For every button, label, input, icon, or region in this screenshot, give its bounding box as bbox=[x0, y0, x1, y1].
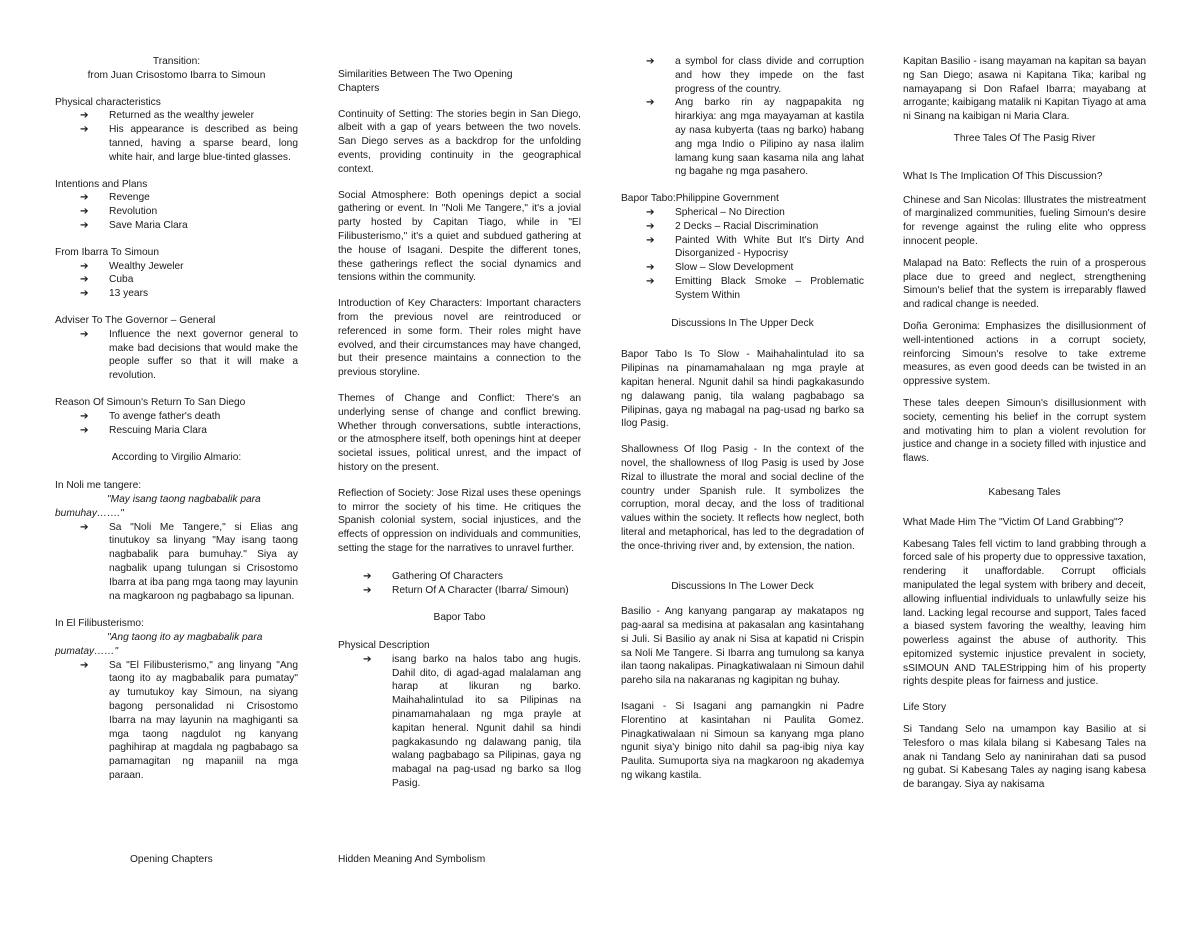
list-item-text: a symbol for class divide and corruption and how they impede on the fast progress of the country. bbox=[675, 56, 864, 95]
physical-heading: Physical characteristics bbox=[55, 96, 161, 108]
similarities-title: Similarities Between The Two Opening bbox=[338, 69, 513, 80]
adviser-heading: Adviser To The Governor – General bbox=[55, 314, 216, 326]
arrow-bullet-icon: ➔ bbox=[80, 274, 89, 286]
list-item bbox=[646, 275, 864, 303]
list-item-text: Cuba bbox=[109, 274, 134, 286]
list-item-text: isang barko na halos tabo ang hugis. Dahil dito, di agad-agad malalaman ang harap at likuran ng barko. Maihahalintulad ito sa Pilipinas na pinamamahalaan ng mga prayle at kapitan heneral. Ngunit dahil sa hindi pagkakasundo ng dalawang panig, tila walang pagbabago sa Pilipinas, gaya ng mabagal na pag-usad ng barko sa Ilog Pasig. bbox=[392, 653, 581, 790]
fili-heading: In El Filibusterismo: bbox=[55, 618, 144, 630]
list-item bbox=[363, 653, 581, 791]
hidden-meaning-title: Hidden Meaning And Symbolism bbox=[338, 854, 486, 865]
arrow-bullet-icon: ➔ bbox=[646, 56, 655, 67]
list-item-text: His appearance is described as being tanned, having a sparse beard, long white hair, and large blue-tinted glasses. bbox=[109, 124, 298, 163]
from-heading: From Ibarra To Simoun bbox=[55, 246, 159, 258]
list-item bbox=[80, 659, 298, 783]
arrow-bullet-icon: ➔ bbox=[80, 219, 89, 231]
arrow-bullet-icon: ➔ bbox=[646, 275, 655, 287]
list-item bbox=[363, 570, 581, 584]
list-item bbox=[646, 206, 864, 220]
gathering-list bbox=[338, 570, 581, 598]
list-item bbox=[80, 260, 298, 274]
key-characters-paragraph: Introduction of Key Characters: Important characters from the previous novel are reintroduced or referenced in some form. Their roles might have evolved, and their circumstances may have changed, but their presence maintains a connection to the previous storyline. bbox=[338, 298, 581, 379]
list-item-text: Return Of A Character (Ibarra/ Simoun) bbox=[392, 584, 569, 596]
shallowness-paragraph: Shallowness Of Ilog Pasig - In the context of the novel, the shallowness of Ilog Pasig is used by Jose Rizal to illustrate the moral and social decline of the country under Spanish rule. It symbolizes the corruption, moral decay, and the loss of traditional values within the society. It reflects how neglect, both literal and metaphorical, has led to the degradation of the once-thriving river and, by extension, the nation. bbox=[621, 444, 864, 552]
life-story-paragraph: Si Tandang Selo na umampon kay Basilio at si Telesforo o mas kilala bilang si Kabesang Tales na anak ni Tandang Selo ay naninirahan dati sa pusod ng gubat. Si Kabesang Tales ay naging isang kabesa de barangay. Siya ay nakisama bbox=[903, 724, 1146, 791]
list-item-text: To avenge father's death bbox=[109, 410, 221, 422]
arrow-bullet-icon: ➔ bbox=[646, 220, 655, 232]
noli-quote: "May isang taong nagbabalik para bumuhay……." bbox=[55, 493, 261, 519]
column-3 bbox=[621, 55, 864, 783]
list-item-text: Sa "El Filibusterismo," ang linyang "Ang taong ito ay magbabalik para pumatay" ay tumutukoy kay Simoun, na siyang bagong personalidad ni Crisostomo Ibarra na may layunin na maghiganti sa mga taong nagdulot ng kanyang paghihirap at magdala ng pagbabago sa pamamagitan ng mapaniil na mga paraan. bbox=[109, 659, 298, 782]
list-item bbox=[646, 261, 864, 275]
column-1 bbox=[55, 55, 298, 783]
list-item bbox=[646, 234, 864, 262]
arrow-bullet-icon: ➔ bbox=[80, 192, 89, 204]
deepen-paragraph: These tales deepen Simoun's disillusionment with society, cementing his belief in the corrupt system and motivating him to plan a violent revolution for justice and change in a society filled with injustice and flaws. bbox=[903, 397, 1146, 465]
transition-title: Transition: bbox=[152, 56, 201, 67]
arrow-bullet-icon: ➔ bbox=[80, 659, 89, 671]
list-item bbox=[80, 521, 298, 604]
arrow-bullet-icon: ➔ bbox=[80, 424, 89, 436]
physical-description-heading: Physical Description bbox=[338, 640, 430, 652]
noli-heading: In Noli me tangere: bbox=[55, 480, 142, 492]
transition-subtitle: from Juan Crisostomo Ibarra to Simoun bbox=[87, 69, 266, 81]
isagani-paragraph: Isagani - Si Isagani ang pamangkin ni Padre Florentino at kasintahan ni Paulita Gomez. Pinagkatiwalaan ni Simoun sa kanyang mga plano ngunit siya'y binigo nito dahil sa pag-ibig niya kay Paulita. Sumuporta siya na magkaroon ng akademya ng wikang kastila. bbox=[621, 701, 864, 782]
noli-list bbox=[55, 521, 298, 604]
adviser-list bbox=[55, 328, 298, 383]
reflection-paragraph: Reflection of Society: Jose Rizal uses these openings to mirror the society of his time. He critiques the Spanish colonial system, social injustices, and the effects of oppression on individuals and communities, setting the stage for the narratives to unravel further. bbox=[338, 487, 581, 554]
chinese-paragraph: Chinese and San Nicolas: Illustrates the mistreatment of marginalized communities, fueling Simoun's desire for revenge against the ruling elite who oppress innocent people. bbox=[903, 194, 1146, 247]
list-item-text: Influence the next governor general to make bad decisions that would make the people suffer so that it will make a revolution. bbox=[109, 328, 298, 382]
upper-deck-title: Discussions In The Upper Deck bbox=[671, 317, 814, 329]
list-item-text: Wealthy Jeweler bbox=[109, 260, 184, 272]
column-4 bbox=[903, 55, 1146, 792]
list-item-text: Rescuing Maria Clara bbox=[109, 424, 207, 436]
list-item bbox=[80, 273, 298, 287]
bapor-tabo-title: Bapor Tabo bbox=[433, 612, 486, 624]
arrow-bullet-icon: ➔ bbox=[646, 262, 655, 274]
reason-heading: Reason Of Simoun's Return To San Diego bbox=[55, 396, 246, 408]
arrow-bullet-icon: ➔ bbox=[646, 206, 655, 218]
list-item bbox=[80, 328, 298, 383]
list-item-text: Ang barko rin ay nagpapakita ng hirarkiya: ang mga mayayaman at kastila ay nasa kubyerta (taas ng barko) habang ang mga Indio o Pilipino ay nasa ilalim lamang kung saan kasama nila ang lahat ng bagahe ng mga pasahero. bbox=[675, 97, 864, 178]
arrow-bullet-icon: ➔ bbox=[80, 521, 89, 533]
three-tales-title: Three Tales Of The Pasig River bbox=[953, 132, 1096, 144]
arrow-bullet-icon: ➔ bbox=[80, 288, 89, 300]
arrow-bullet-icon: ➔ bbox=[80, 410, 89, 422]
fili-list bbox=[55, 659, 298, 783]
list-item bbox=[80, 109, 298, 123]
list-item-text: 2 Decks – Racial Discrimination bbox=[675, 220, 819, 232]
arrow-bullet-icon: ➔ bbox=[80, 206, 89, 218]
list-item-text: 13 years bbox=[109, 288, 149, 300]
opening-chapters-title: Opening Chapters bbox=[130, 854, 213, 865]
list-item-text: Revenge bbox=[109, 192, 150, 204]
arrow-bullet-icon: ➔ bbox=[80, 260, 89, 272]
kapitan-basilio-paragraph: Kapitan Basilio - isang mayaman na kapitan sa bayan ng San Diego; asawa ni Kapitana Tika; karibal ng namayapang si Don Rafael Ibarra; mayabang at arrogante; kaibigang matalik ni Kapitan Tiyago at ama ni Sinang na kaibigan ni Maria Clara. bbox=[903, 56, 1146, 123]
kabesang-tales-title: Kabesang Tales bbox=[988, 486, 1061, 498]
list-item-text: Sa "Noli Me Tangere," si Elias ang tinutukoy sa linyang "May isang taong nagbabalik para bumuhay." Siya ay nagbalik upang tulungan si Crisostomo Ibarra at iba pang mga taong may layunin na magkaroon ng pagbabago sa lipunan. bbox=[109, 521, 298, 602]
arrow-bullet-icon: ➔ bbox=[80, 124, 89, 136]
list-item bbox=[80, 287, 298, 301]
geronima-paragraph: Doña Geronima: Emphasizes the disillusionment of well-intentioned actions in a corrupt society, reinforcing Simoun's resolve to take extreme measures, as even good deeds can be twisted in an oppressive system. bbox=[903, 320, 1146, 388]
list-item bbox=[80, 123, 298, 164]
arrow-bullet-icon: ➔ bbox=[646, 97, 655, 109]
intentions-list bbox=[55, 191, 298, 232]
list-item bbox=[80, 219, 298, 233]
physical-description-list bbox=[338, 653, 581, 791]
arrow-bullet-icon: ➔ bbox=[80, 110, 89, 122]
list-item-text: Spherical – No Direction bbox=[675, 206, 785, 218]
arrow-bullet-icon: ➔ bbox=[646, 234, 655, 246]
list-item-text: Save Maria Clara bbox=[109, 219, 188, 231]
similarities-title-2: Chapters bbox=[338, 82, 380, 94]
bapor-slow-paragraph: Bapor Tabo Is To Slow - Maihahalintulad ito sa Pilipinas na pinamamahalaan ng mga prayle at kapitan heneral. Ngunit dahil sa hindi pagkakasundo ng dalawang panig, tila walang pagbabago sa Pilipinas, gaya ng mabagal na pag-usad ng barko sa Ilog Pasig. bbox=[621, 349, 864, 430]
victim-paragraph: Kabesang Tales fell victim to land grabbing through a forced sale of his property due to oppressive taxation, rendering it unaffordable. Corrupt officials manipulated the legal system with bribery and deceit, allowing influential individuals to unlawfully seize his land. Lacking legal recourse and support, Tales faced a biased system favoring the wealthy, leaving him powerless against the abuse of authority. This epitomized systemic injustice prevalent in society, sSIMOUN AND TALEStripping him of his property rights despite pleas for fairness and justice. bbox=[903, 538, 1146, 688]
list-item-text: Gathering Of Characters bbox=[392, 570, 503, 582]
list-item bbox=[363, 584, 581, 598]
lower-deck-title: Discussions In The Lower Deck bbox=[671, 580, 814, 592]
continuity-paragraph: Continuity of Setting: The stories begin in San Diego, albeit with a gap of years between the two novels. San Diego serves as a backdrop for the unfolding events, providing continuity in the geographical context. bbox=[338, 108, 581, 175]
basilio-paragraph: Basilio - Ang kanyang pangarap ay makatapos ng pag-aaral sa medisina at pakasalan ang kasintahang si Juli. Si Basilio ay anak ni Sisa at kapatid ni Crispin sa Noli Me Tangere. Si Ibarra ang tumulong sa kanya ilan taong nakalipas. Pinagkatiwalaan ni Simoun dahil pareho sila na nakaranas ng kagipitan ng buhay. bbox=[621, 606, 864, 687]
arrow-bullet-icon: ➔ bbox=[363, 570, 372, 582]
list-item bbox=[646, 96, 864, 179]
almario-heading: According to Virgilio Almario: bbox=[111, 452, 242, 464]
themes-paragraph: Themes of Change and Conflict: There's an underlying sense of change and conflict brewing. Whether through conversations, subtle interactions, or the atmosphere itself, both openings hint at deeper societal issues, political unrest, and the impact of history on the present. bbox=[338, 392, 581, 473]
list-item bbox=[80, 205, 298, 219]
arrow-bullet-icon: ➔ bbox=[363, 584, 372, 596]
government-list bbox=[621, 206, 864, 303]
list-item-text: Revolution bbox=[109, 206, 158, 218]
symbol-list bbox=[621, 55, 864, 179]
social-atmosphere-paragraph: Social Atmosphere: Both openings depict a social gathering or event. In "Noli Me Tangere," it's a jovial party hosted by Capitan Tiago, while in "El Filibusterismo," it's a quiet and subdued gathering at the house of Isagani. Despite the different tones, these gatherings reflect the social dynamics and tensions within the community. bbox=[338, 189, 581, 284]
list-item bbox=[80, 191, 298, 205]
from-list bbox=[55, 260, 298, 301]
government-heading: Bapor Tabo:Philippine Government bbox=[621, 193, 779, 205]
life-story-heading: Life Story bbox=[903, 702, 947, 714]
list-item-text: Emitting Black Smoke – Problematic System Within bbox=[675, 275, 864, 301]
column-2 bbox=[338, 68, 581, 791]
victim-heading: What Made Him The "Victim Of Land Grabbing"? bbox=[903, 516, 1124, 528]
list-item bbox=[80, 424, 298, 438]
list-item-text: Painted With White But It's Dirty And Disorganized - Hypocrisy bbox=[675, 234, 864, 260]
list-item-text: Slow – Slow Development bbox=[675, 262, 794, 274]
list-item bbox=[80, 410, 298, 424]
reason-list bbox=[55, 410, 298, 438]
fili-quote: "Ang taong ito ay magbabalik para pumatay……" bbox=[55, 632, 263, 657]
list-item-text: Returned as the wealthy jeweler bbox=[109, 110, 254, 122]
list-item bbox=[646, 220, 864, 234]
implication-heading: What Is The Implication Of This Discussion? bbox=[903, 170, 1103, 182]
physical-list bbox=[55, 109, 298, 164]
arrow-bullet-icon: ➔ bbox=[363, 653, 372, 665]
arrow-bullet-icon: ➔ bbox=[80, 328, 89, 340]
list-item bbox=[646, 55, 864, 96]
malapad-paragraph: Malapad na Bato: Reflects the ruin of a prosperous place due to greed and neglect, strengthening Simoun's belief that the system is irreparably flawed and radical change is needed. bbox=[903, 257, 1146, 311]
intentions-heading: Intentions and Plans bbox=[55, 178, 148, 190]
